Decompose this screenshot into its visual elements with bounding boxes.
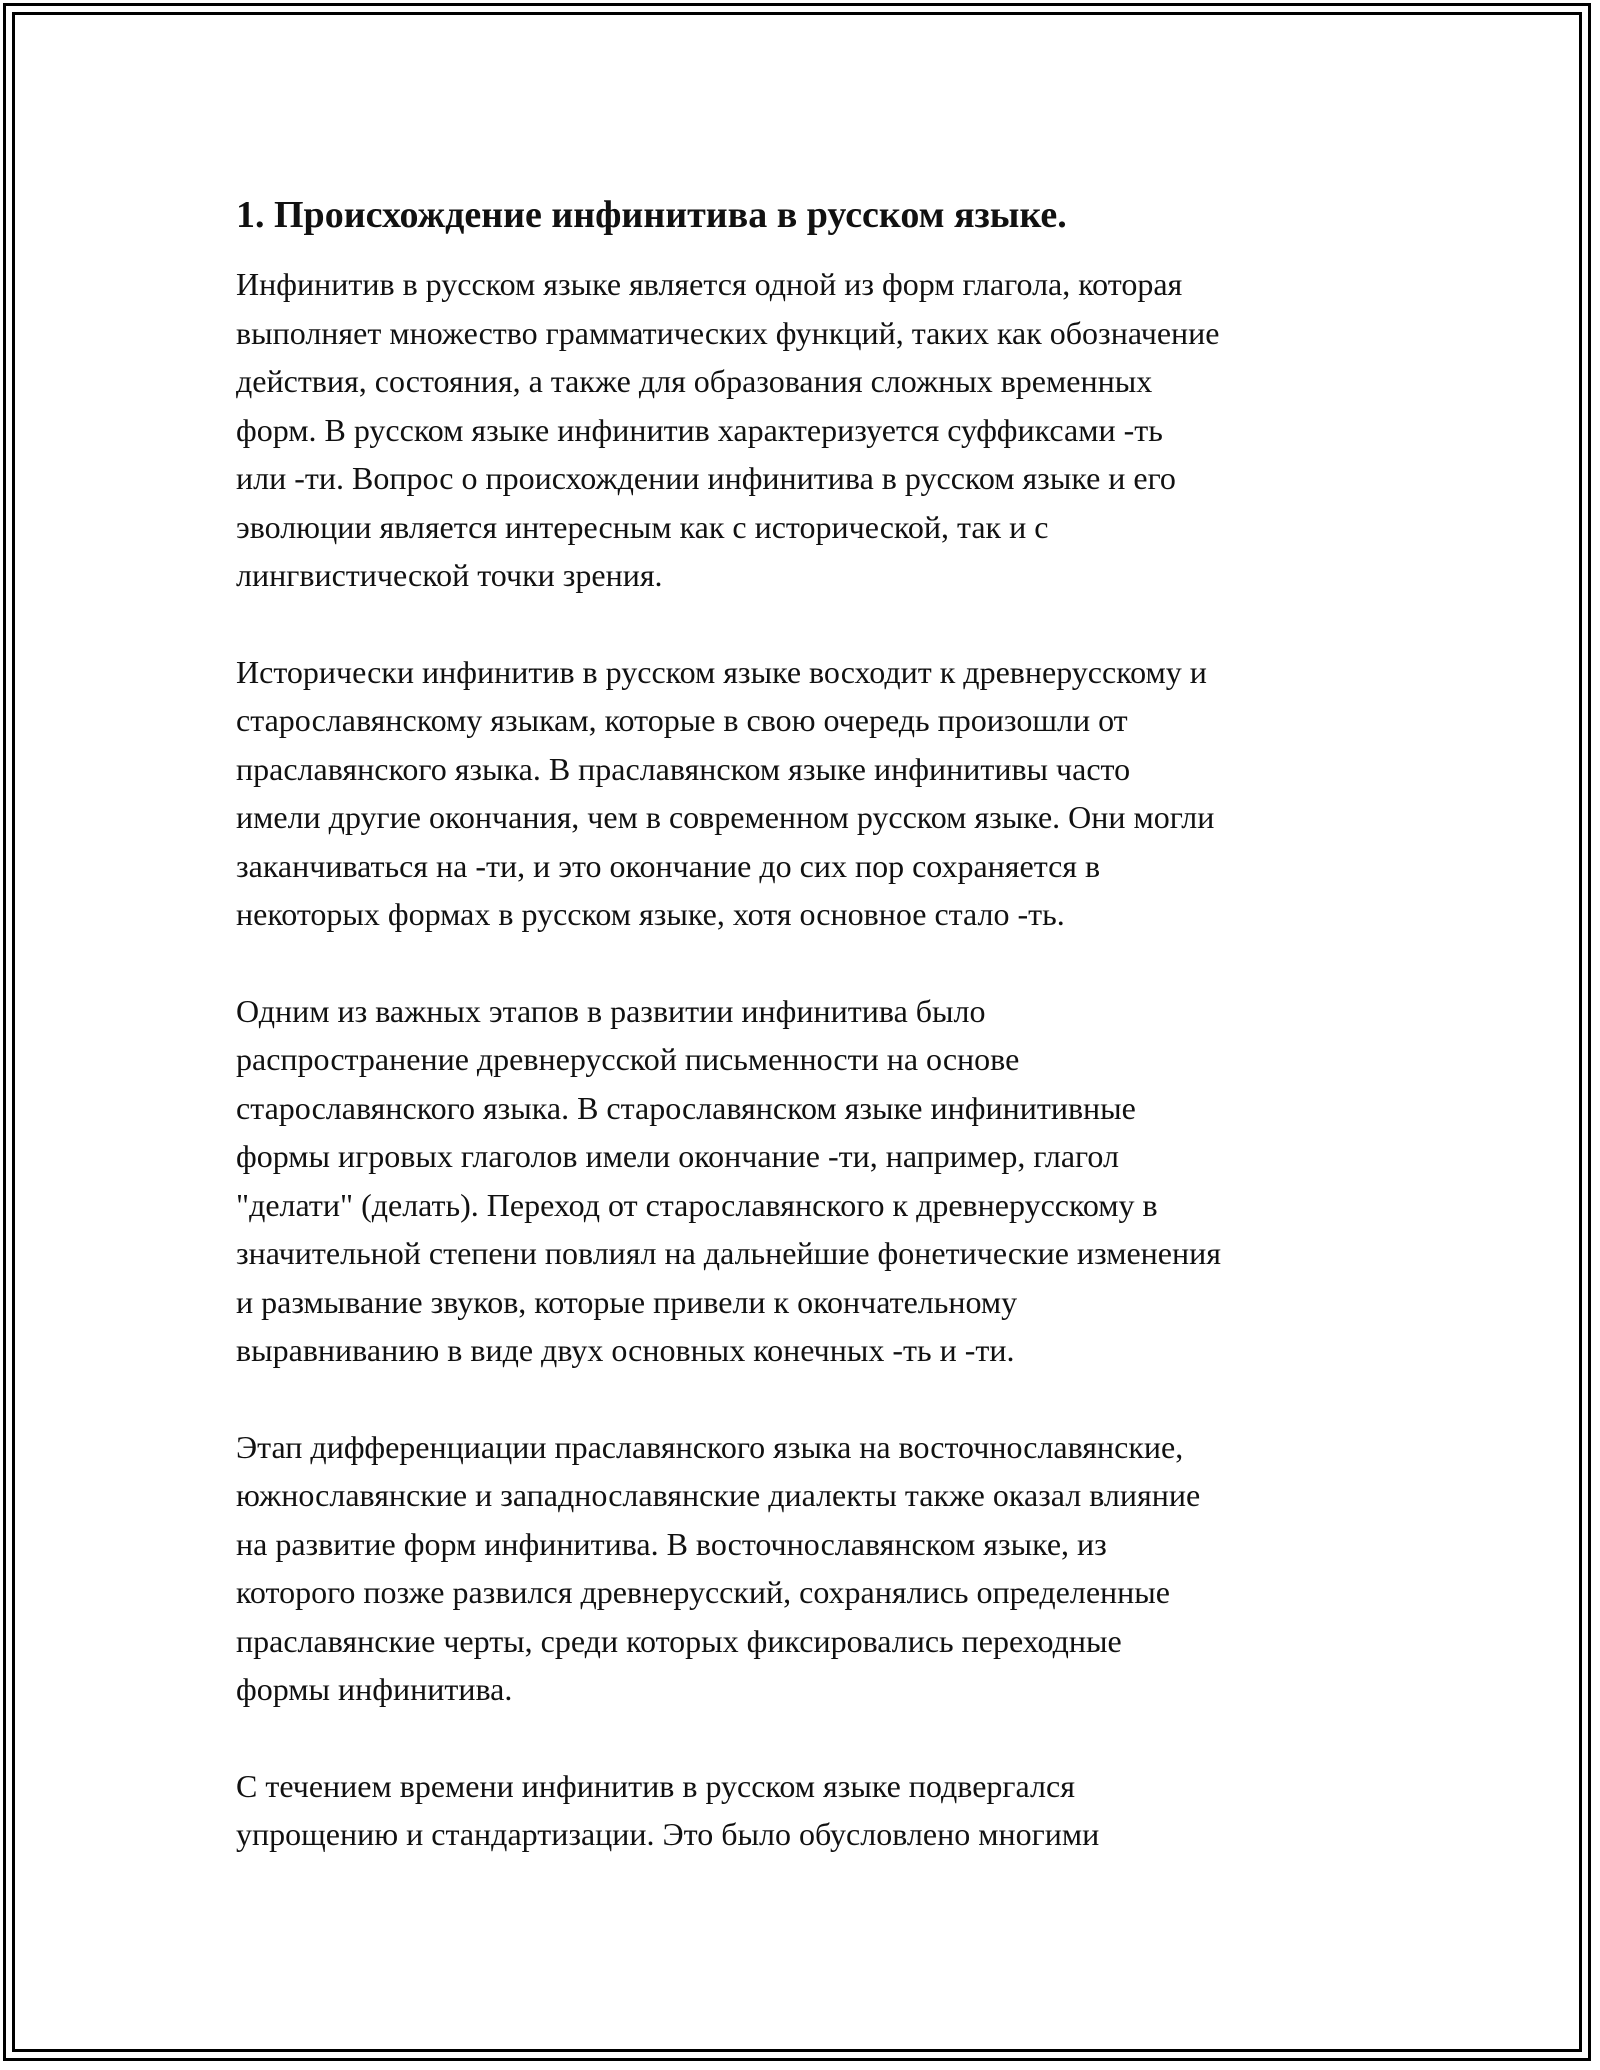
text-line: С течением времени инфинитив в русском языке подвергался xyxy=(236,1767,1075,1804)
text-line: старославянскому языкам, которые в свою очередь произошли от xyxy=(236,702,1128,738)
document-body xyxy=(236,188,1376,1907)
text-line: выравниванию в виде двух основных конечных -ть и -ти. xyxy=(236,1332,1015,1368)
text-line: имели другие окончания, чем в современном русском языке. Они могли xyxy=(236,799,1215,835)
text-line: эволюции является интересным как с исторической, так и с xyxy=(236,508,1049,545)
paragraph-2 xyxy=(236,648,1376,939)
paragraph-5 xyxy=(236,1762,1376,1859)
text-line: и размывание звуков, которые привели к окончательному xyxy=(236,1283,1018,1320)
text-line: или -ти. Вопрос о происхождении инфинитива в русском языке и его xyxy=(236,460,1176,496)
text-line: упрощению и стандартизации. Это было обусловлено многими xyxy=(236,1816,1100,1852)
text-line: действия, состояния, а также для образования сложных временных xyxy=(236,363,1153,399)
text-line: "делати" (делать). Переход от старославянского к древнерусскому в xyxy=(236,1186,1158,1223)
text-line: формы инфинитива. xyxy=(236,1671,513,1707)
text-line: на развитие форм инфинитива. В восточнославянском языке, из xyxy=(236,1525,1107,1562)
text-line: формы игровых глаголов имели окончание -ти, например, глагол xyxy=(236,1138,1119,1174)
text-line: Исторически инфинитив в русском языке восходит к древнерусскому и xyxy=(236,653,1207,690)
text-line: лингвистической точки зрения. xyxy=(236,557,663,593)
text-line: выполняет множество грамматических функций, таких как обозначение xyxy=(236,314,1220,351)
text-line: которого позже развился древнерусский, сохранялись определенные xyxy=(236,1574,1170,1610)
paragraph-1 xyxy=(236,260,1376,600)
text-line: Одним из важных этапов в развитии инфинитива было xyxy=(236,992,986,1029)
text-line: Этап дифференциации праславянского языка на восточнославянские, xyxy=(236,1428,1184,1465)
paragraph-3 xyxy=(236,987,1376,1375)
text-line: Инфинитив в русском языке является одной из форм глагола, которая xyxy=(236,266,1183,302)
text-line: некоторых формах в русском языке, хотя основное стало -ть. xyxy=(236,896,1065,932)
text-line: распространение древнерусской письменности на основе xyxy=(236,1041,1020,1077)
text-line: значительной степени повлиял на дальнейшие фонетические изменения xyxy=(236,1235,1221,1271)
text-line: форм. В русском языке инфинитив характеризуется суффиксами -ть xyxy=(236,411,1163,448)
section-heading: 1. Происхождение инфинитива в русском языке. xyxy=(236,194,1067,236)
text-line: старославянского языка. В старославянском языке инфинитивные xyxy=(236,1089,1136,1126)
text-line: заканчиваться на -ти, и это окончание до сих пор сохраняется в xyxy=(236,847,1101,884)
paragraph-4 xyxy=(236,1423,1376,1714)
text-line: праславянские черты, среди которых фиксировались переходные xyxy=(236,1622,1122,1659)
text-line: праславянского языка. В праславянском языке инфинитивы часто xyxy=(236,750,1131,787)
text-line: южнославянские и западнославянские диалекты также оказал влияние xyxy=(236,1477,1201,1513)
